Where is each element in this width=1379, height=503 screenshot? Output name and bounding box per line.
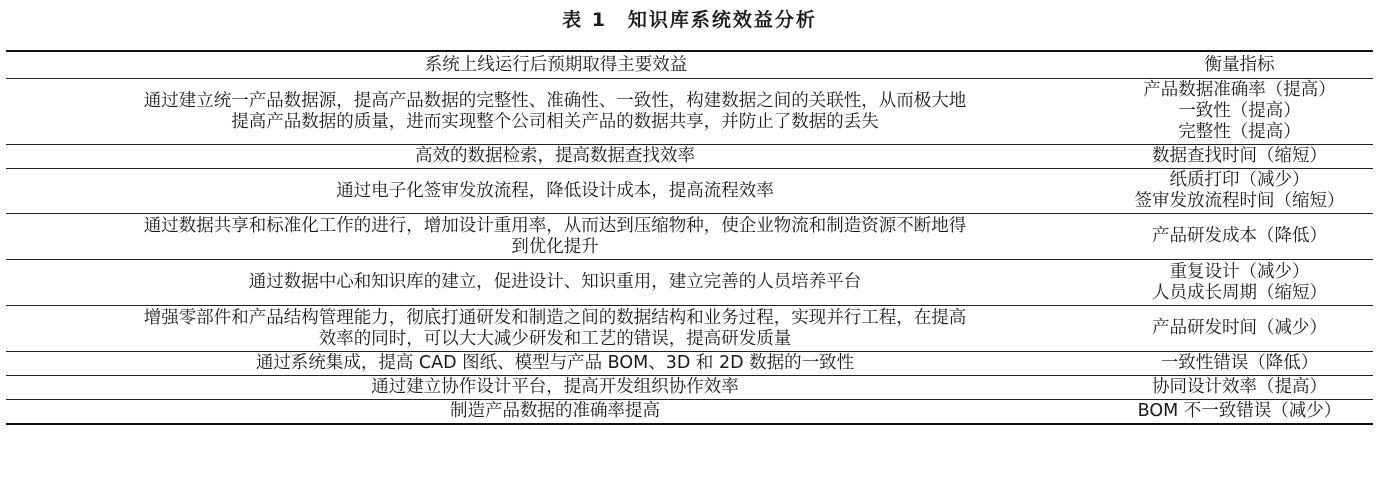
benefit-line: 提高产品数据的质量，进而实现整个公司相关产品的数据共享，并防止了数据的丢失 <box>231 111 879 132</box>
benefit-analysis-table <box>6 50 1373 425</box>
metric-line: 产品研发时间（减少） <box>1152 318 1327 338</box>
benefit-line: 通过数据共享和标准化工作的进行，增加设计重用率，从而达到压缩物种，使企业物流和制造资源不断地得 <box>143 215 967 236</box>
metric-cell <box>1106 169 1373 214</box>
benefit-line: 通过电子化签审发放流程，降低设计成本，提高流程效率 <box>336 180 774 201</box>
benefit-cell <box>6 306 1106 352</box>
table-row <box>6 214 1373 260</box>
table-row <box>6 306 1373 352</box>
benefit-cell <box>6 260 1106 306</box>
header-metric: 衡量指标 <box>1106 51 1373 79</box>
benefit-cell <box>6 352 1106 376</box>
metric-line: 纸质打印（减少） <box>1169 170 1310 190</box>
benefit-line: 效率的同时，可以大大减少研发和工艺的错误，提高研发质量 <box>318 328 792 349</box>
metric-cell <box>1106 376 1373 400</box>
metric-cell <box>1106 145 1373 169</box>
table-row <box>6 79 1373 145</box>
benefit-line: 制造产品数据的准确率提高 <box>450 400 660 421</box>
metric-line: 一致性错误（降低） <box>1160 353 1319 373</box>
metric-line: 人员成长周期（缩短） <box>1152 282 1327 303</box>
metric-line: 一致性（提高） <box>1178 101 1301 121</box>
metric-cell <box>1106 352 1373 376</box>
metric-cell <box>1106 400 1373 424</box>
benefit-cell <box>6 79 1106 145</box>
metric-line: 协同设计效率（提高） <box>1152 377 1327 397</box>
benefit-line: 通过建立协作设计平台，提高开发组织协作效率 <box>371 377 739 397</box>
table-header-row <box>6 51 1373 79</box>
benefit-cell <box>6 214 1106 260</box>
metric-cell <box>1106 306 1373 352</box>
benefit-cell <box>6 169 1106 214</box>
metric-line: 完整性（提高） <box>1178 122 1301 142</box>
metric-cell <box>1106 214 1373 260</box>
table-row <box>6 145 1373 169</box>
benefit-line: 高效的数据检索，提高数据查找效率 <box>415 146 695 166</box>
metric-line: 数据查找时间（缩短） <box>1152 146 1327 166</box>
metric-cell <box>1106 79 1373 145</box>
table-row <box>6 260 1373 306</box>
table-row <box>6 352 1373 376</box>
metric-line: BOM 不一致错误（减少） <box>1137 400 1342 421</box>
benefit-cell <box>6 400 1106 424</box>
benefit-line: 增强零部件和产品结构管理能力，彻底打通研发和制造之间的数据结构和业务过程，实现并行工程，在提高 <box>143 307 967 328</box>
table-row <box>6 169 1373 214</box>
header-benefit: 系统上线运行后预期取得主要效益 <box>6 51 1106 79</box>
metric-line: 产品数据准确率（提高） <box>1143 80 1336 100</box>
benefit-line: 通过系统集成，提高 CAD 图纸、模型与产品 BOM、3D 和 2D 数据的一致性 <box>255 353 855 373</box>
metric-line: 产品研发成本（降低） <box>1152 226 1327 246</box>
benefit-cell <box>6 145 1106 169</box>
benefit-line: 到优化提升 <box>511 236 599 257</box>
metric-cell <box>1106 260 1373 306</box>
metric-line: 重复设计（减少） <box>1169 261 1310 282</box>
table-caption: 表 1 知识库系统效益分析 <box>562 9 817 31</box>
table-row <box>6 376 1373 400</box>
table-row <box>6 400 1373 424</box>
benefit-cell <box>6 376 1106 400</box>
benefit-line: 通过建立统一产品数据源，提高产品数据的完整性、准确性、一致性，构建数据之间的关联性，从而极大地 <box>143 90 967 111</box>
metric-line: 签审发放流程时间（缩短） <box>1134 191 1345 211</box>
benefit-line: 通过数据中心和知识库的建立，促进设计、知识重用，建立完善的人员培养平台 <box>248 272 862 292</box>
